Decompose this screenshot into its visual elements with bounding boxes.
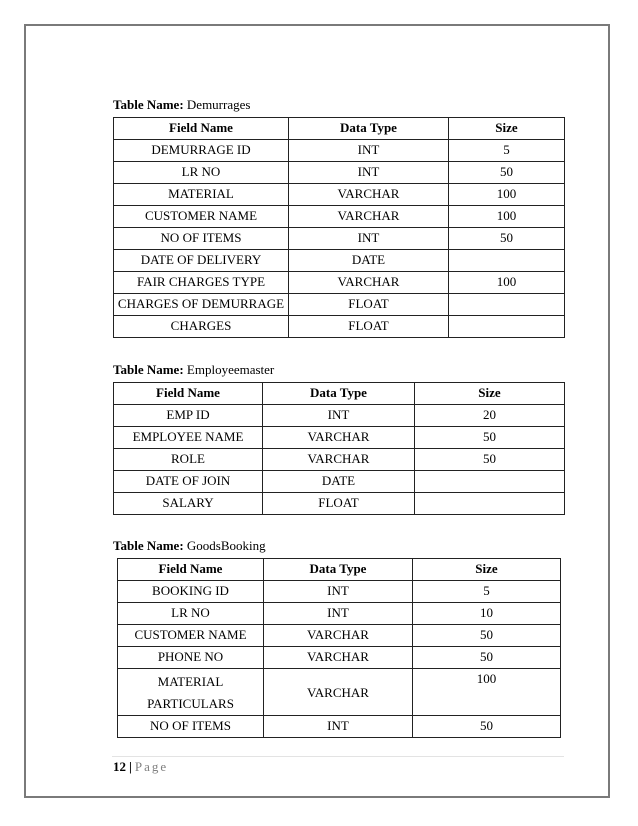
data-type-cell: VARCHAR [289,206,449,228]
data-type-cell: INT [289,140,449,162]
data-type-cell: VARCHAR [263,449,415,471]
header-data-type: Data Type [289,118,449,140]
size-cell: 100 [413,669,561,716]
field-name-cell: DEMURRAGE ID [114,140,289,162]
data-type-cell: DATE [263,471,415,493]
table-row [114,272,565,294]
size-cell: 100 [449,272,565,294]
data-type-cell: FLOAT [289,294,449,316]
employeemaster-table [113,382,565,515]
data-type-cell: INT [264,716,413,738]
header-size: Size [415,383,565,405]
size-cell: 50 [415,427,565,449]
table-caption-employeemaster [113,362,274,378]
field-name-cell: DATE OF JOIN [114,471,263,493]
header-field-name: Field Name [114,118,289,140]
header-field-name: Field Name [118,559,264,581]
field-name-cell: CHARGES [114,316,289,338]
field-name-cell: ROLE [114,449,263,471]
size-cell: 100 [449,206,565,228]
field-name-cell: PHONE NO [118,647,264,669]
data-type-cell: VARCHAR [264,669,413,716]
data-type-cell: INT [263,405,415,427]
data-type-cell: VARCHAR [264,647,413,669]
table-row [114,294,565,316]
field-name-cell: EMP ID [114,405,263,427]
caption-value: GoodsBooking [186,538,266,553]
field-name-cell: LR NO [114,162,289,184]
page-number: 12 [113,759,126,774]
field-name-line: MATERIAL [157,674,224,689]
data-type-cell: DATE [289,250,449,272]
size-cell: 5 [413,581,561,603]
caption-value: Demurrages [186,97,251,112]
field-name-cell: SALARY [114,493,263,515]
table-row [114,184,565,206]
field-name-cell: CUSTOMER NAME [114,206,289,228]
table-row [114,162,565,184]
field-name-cell: MATERIAL [114,184,289,206]
field-name-cell: NO OF ITEMS [118,716,264,738]
data-type-cell: INT [289,228,449,250]
table-header-row [114,383,565,405]
table-row [118,603,561,625]
size-cell: 10 [413,603,561,625]
data-type-cell: FLOAT [289,316,449,338]
size-cell [449,294,565,316]
table-row [114,405,565,427]
table-header-row [118,559,561,581]
header-size: Size [413,559,561,581]
field-name-cell: EMPLOYEE NAME [114,427,263,449]
field-name-cell: LR NO [118,603,264,625]
table-row [114,493,565,515]
data-type-cell: INT [264,581,413,603]
caption-label: Table Name: [113,538,184,553]
data-type-cell: INT [289,162,449,184]
data-type-cell: INT [264,603,413,625]
size-cell [415,471,565,493]
size-cell: 50 [415,449,565,471]
size-cell [415,493,565,515]
data-type-cell: VARCHAR [289,272,449,294]
table-row [114,250,565,272]
data-type-cell: FLOAT [263,493,415,515]
size-cell: 50 [413,625,561,647]
table-caption-demurrages [113,97,250,113]
table-row [118,669,561,716]
table-row [118,581,561,603]
table-row [114,471,565,493]
footer-rule [112,756,564,757]
size-cell: 100 [449,184,565,206]
table-row [114,316,565,338]
caption-value: Employeemaster [186,362,275,377]
size-cell: 50 [413,647,561,669]
field-name-cell: BOOKING ID [118,581,264,603]
table-row [114,206,565,228]
size-cell: 50 [449,162,565,184]
size-cell: 5 [449,140,565,162]
caption-label: Table Name: [113,362,184,377]
page-footer [113,759,168,775]
table-row [114,140,565,162]
table-row [118,625,561,647]
header-size: Size [449,118,565,140]
field-name-line: PARTICULARS [147,696,234,711]
field-name-cell: FAIR CHARGES TYPE [114,272,289,294]
data-type-cell: VARCHAR [264,625,413,647]
header-field-name: Field Name [114,383,263,405]
size-cell: 50 [413,716,561,738]
size-cell [449,250,565,272]
field-name-cell: NO OF ITEMS [114,228,289,250]
table-row [114,449,565,471]
caption-label: Table Name: [113,97,184,112]
table-header-row [114,118,565,140]
size-cell: 50 [449,228,565,250]
field-name-cell [118,669,264,716]
data-type-cell: VARCHAR [289,184,449,206]
size-cell [449,316,565,338]
table-caption-goodsbooking [113,538,266,554]
page-separator: | [129,759,132,774]
size-cell: 20 [415,405,565,427]
field-name-cell: DATE OF DELIVERY [114,250,289,272]
table-row [118,716,561,738]
data-type-cell: VARCHAR [263,427,415,449]
field-name-cell: CHARGES OF DEMURRAGE [114,294,289,316]
header-data-type: Data Type [263,383,415,405]
goodsbooking-table [117,558,561,738]
field-name-cell: CUSTOMER NAME [118,625,264,647]
table-row [118,647,561,669]
header-data-type: Data Type [264,559,413,581]
table-row [114,228,565,250]
page-label: Page [134,759,169,774]
table-row [114,427,565,449]
demurrages-table [113,117,565,338]
